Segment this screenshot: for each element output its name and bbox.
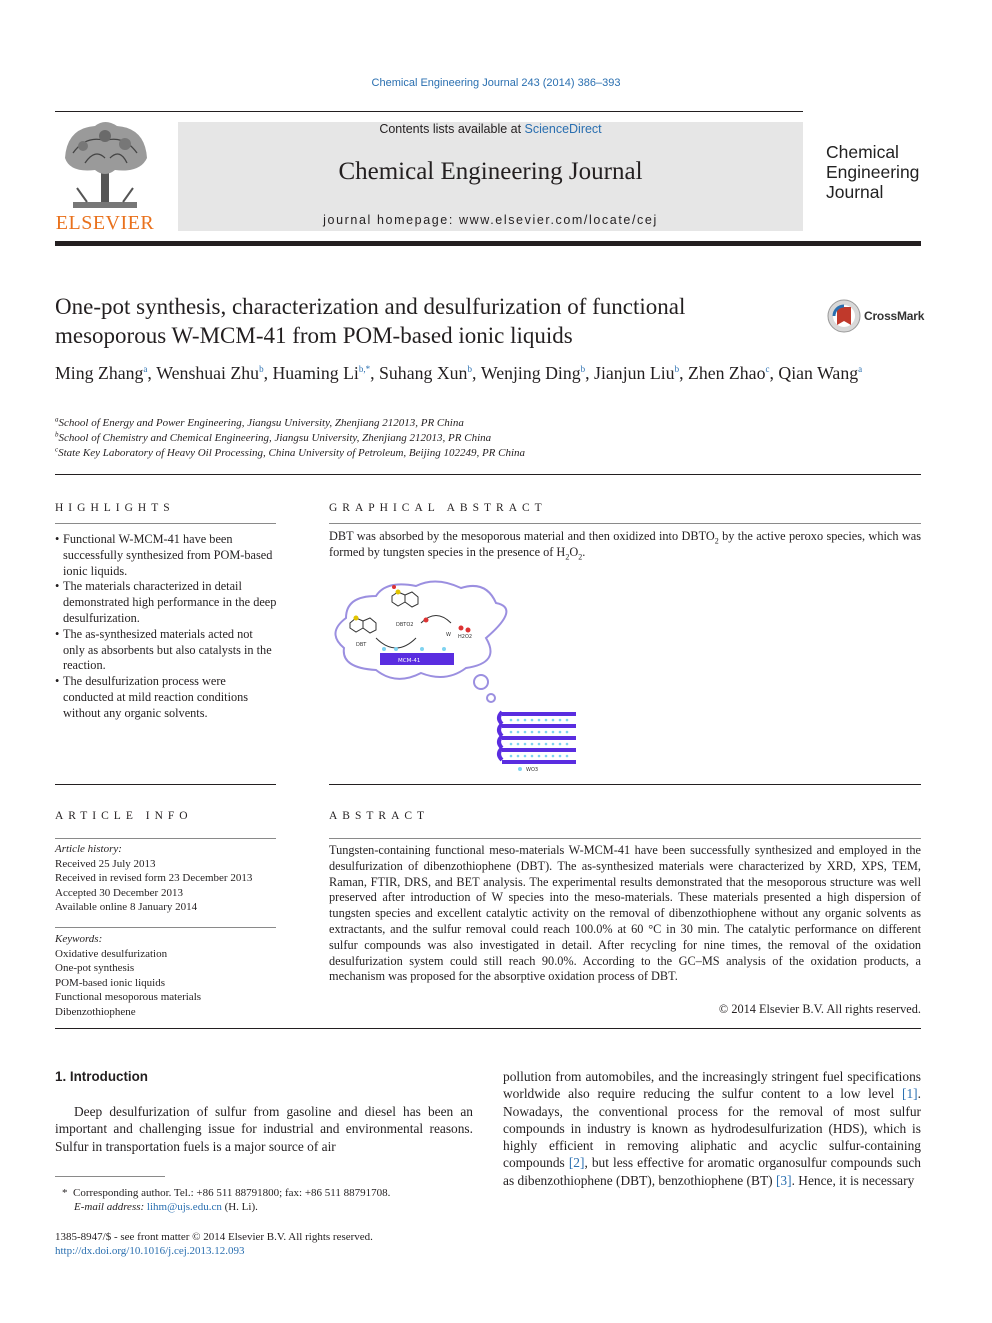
doi-link[interactable]: http://dx.doi.org/10.1016/j.cej.2013.12.093 bbox=[55, 1245, 245, 1257]
graphical-abstract-figure[interactable] bbox=[326, 578, 586, 778]
highlight-item: • Functional W-MCM-41 have been successfully synthesized from POM-based ionic liquids. bbox=[55, 532, 277, 579]
author[interactable]: Ming Zhang$^a$ bbox=[55, 363, 148, 383]
highlights-heading: HIGHLIGHTS bbox=[55, 502, 175, 514]
email-link[interactable]: lihm@ujs.edu.cn bbox=[146, 1201, 222, 1213]
intro-paragraph-continued: pollution from automobiles, and the increasingly stringent fuel specifications worldwide also require reducing the sulfur content to a low level [1]. Nowadays, the conventional process for the removal of most sulfur compounds in industry is known as hydrodesulfurization (HDS), which is highly efficient in removing aliphatic and acyclic sulfur-containing compounds [2], but less effective for aromatic organosulfur compounds such as dibenzothiophene (DBT), benzothiophene (BT) [3]. Hence, it is necessary bbox=[503, 1069, 921, 1188]
affiliation: $^b$School of Chemistry and Chemical Engineering, Jiangsu University, Zhenjiang 212013, PR China bbox=[55, 430, 492, 444]
keyword[interactable]: POM-based ionic liquids bbox=[55, 976, 165, 989]
intro-paragraph: Deep desulfurization of sulfur from gasoline and diesel has been an important and challenging issue for industrial and environmental reasons. Sulfur in transportation fuels is a major source of air bbox=[55, 1104, 473, 1154]
journal-citation[interactable]: Chemical Engineering Journal 243 (2014) 386–393 bbox=[371, 77, 621, 89]
history-item: Available online 8 January 2014 bbox=[55, 901, 198, 913]
elsevier-wordmark: ELSEVIER bbox=[55, 212, 155, 234]
contents-line: Contents lists available at ScienceDirect bbox=[379, 122, 602, 136]
article-title: One-pot synthesis, characterization and desulfurization of functional mesoporous W-MCM-41 from POM-based ionic liquids bbox=[55, 294, 686, 348]
corresponding-author-footnote: * Corresponding author. Tel.: +86 511 88791800; fax: +86 511 88791708. bbox=[62, 1187, 391, 1199]
author[interactable]: Huaming $Li^{b,*}$ bbox=[272, 363, 371, 383]
keyword[interactable]: Dibenzothiophene bbox=[55, 1005, 136, 1018]
abstract-copyright: © 2014 Elsevier B.V. All rights reserved. bbox=[718, 1002, 921, 1016]
article-history: Article history: Received 25 July 2013 Received in revised form 23 December 2013 Accepted 30 December 2013 Available online 8 January 2014 bbox=[55, 842, 277, 915]
graphical-abstract-text: DBT was absorbed by the mesoporous material and then oxidized into $DBTO_2$ by the active peroxo species, which was formed by tungsten species in the presence of $H_2O_2$. bbox=[329, 529, 921, 562]
keyword[interactable]: Oxidative desulfurization bbox=[55, 947, 168, 960]
homepage-link[interactable]: www.elsevier.com/locate/cej bbox=[459, 213, 658, 227]
abstract-heading: ABSTRACT bbox=[329, 810, 430, 822]
author-list: Ming Zhang$^a$, Wenshuai Zhu$^b$, Huaming $Li^{b,*}$, Suhang Xun$^b$, Wenjing Ding$^b$, Jianjun Liu$^b$, Zhen Zhao$^c$, Qian Wang$^a$ bbox=[55, 363, 863, 383]
journal-title: Chemical Engineering Journal bbox=[338, 158, 643, 185]
elsevier-tree-icon bbox=[55, 118, 155, 212]
highlight-item: • The materials characterized in detail demonstrated high performance in the deep desulfurization. bbox=[55, 579, 277, 626]
crossmark-icon bbox=[826, 298, 862, 334]
author[interactable]: Suhang Xun$^b$ bbox=[379, 363, 472, 383]
label-dbto2: DBTO2 bbox=[396, 622, 414, 628]
elsevier-logo[interactable] bbox=[55, 118, 155, 232]
highlights-list bbox=[55, 532, 277, 722]
affiliations bbox=[55, 416, 915, 461]
abstract-text: Tungsten-containing functional meso-materials W-MCM-41 have been successfully synthesized and employed in the desulfurization of dibenzothiophene (DBT). The as-synthesized materials were characterized by XRD, XPS, TEM, Raman, FTIR, DRS, and BET analysis. The experimental results demonstrated that the mesoporous structure was well preserved after introduction of W species into the meso-materials. These materials presented a high dispersion of tungsten species and excellent catalytic activity on the removal of dibenzothiophene without any organic solvents as extractants, and the sulfur removal could reach 100.0% at 60 °C in 30 min. The catalytic performance on different sulfur compounds was also investigated in detail. After recycling for nine times, the removal of the oxidation desulfurization system could still reach 90.0%. According to the GC–MS analysis of the oxidation products, a mechanism was proposed for the absorptive oxidation process of DBT. bbox=[329, 843, 921, 984]
label-mcm41: MCM-41 bbox=[398, 658, 421, 664]
author[interactable]: Wenjing Ding$^b$ bbox=[480, 363, 586, 383]
crossmark-label: CrossMark bbox=[864, 309, 925, 323]
affiliation: $^a$School of Energy and Power Engineering, Jiangsu University, Zhenjiang 212013, PR China bbox=[55, 415, 464, 429]
author[interactable]: Qian Wang$^a$ bbox=[778, 363, 863, 383]
history-item: Received in revised form 23 December 2013 bbox=[55, 872, 253, 884]
mesoporous-channels bbox=[499, 712, 576, 764]
citation-2[interactable]: [2] bbox=[568, 1155, 585, 1171]
header-rule bbox=[55, 111, 803, 112]
author[interactable]: Jianjun Liu$^b$ bbox=[594, 363, 680, 383]
citation-3[interactable]: [3] bbox=[775, 1172, 792, 1188]
affiliation: $^c$State Key Laboratory of Heavy Oil Processing, China University of Petroleum, Beijing 102249, PR China bbox=[55, 445, 526, 459]
highlight-item: • The desulfurization process were conducted at mild reaction conditions without any organic solvents. bbox=[55, 674, 277, 721]
email-footnote: E-mail address: lihm@ujs.edu.cn (H. Li). bbox=[74, 1201, 258, 1213]
keyword[interactable]: One-pot synthesis bbox=[55, 962, 135, 974]
keywords: Keywords: Oxidative desulfurization One-pot synthesis POM-based ionic liquids Functional mesoporous materials Dibenzothiophene bbox=[55, 932, 277, 1019]
label-h2o2: H2O2 bbox=[458, 634, 473, 640]
affiliation-rule bbox=[55, 474, 921, 475]
keyword[interactable]: Functional mesoporous materials bbox=[55, 991, 202, 1003]
crossmark-badge[interactable] bbox=[826, 298, 926, 334]
highlight-item: • The as-synthesized materials acted not only as absorbents but also catalysts in the reaction. bbox=[55, 627, 277, 674]
section-heading-introduction: 1. Introduction bbox=[55, 1069, 148, 1084]
graphical-abstract-heading: GRAPHICAL ABSTRACT bbox=[329, 502, 547, 514]
journal-cover-logo[interactable]: Chemical Engineering Journal bbox=[826, 142, 920, 202]
history-item: Accepted 30 December 2013 bbox=[55, 886, 183, 899]
sciencedirect-link[interactable]: ScienceDirect bbox=[524, 122, 602, 136]
citation-1[interactable]: [1] bbox=[902, 1086, 918, 1102]
article-info-heading: ARTICLE INFO bbox=[55, 810, 193, 822]
issn-line: 1385-8947/$ - see front matter © 2014 Elsevier B.V. All rights reserved. bbox=[55, 1231, 373, 1243]
label-dbt: DBT bbox=[356, 642, 367, 648]
masthead-thick-rule bbox=[55, 241, 921, 246]
author[interactable]: Wenshuai Zhu$^b$ bbox=[156, 363, 264, 383]
legend-wo3: WO3 bbox=[526, 767, 539, 773]
journal-masthead bbox=[178, 122, 803, 231]
author[interactable]: Zhen Zhao$^c$ bbox=[687, 363, 770, 383]
history-item: Received 25 July 2013 bbox=[55, 857, 156, 870]
front-matter-rule bbox=[55, 1028, 921, 1029]
journal-homepage: journal homepage: www.elsevier.com/locate/cej bbox=[323, 213, 658, 227]
label-w: W bbox=[446, 632, 451, 638]
